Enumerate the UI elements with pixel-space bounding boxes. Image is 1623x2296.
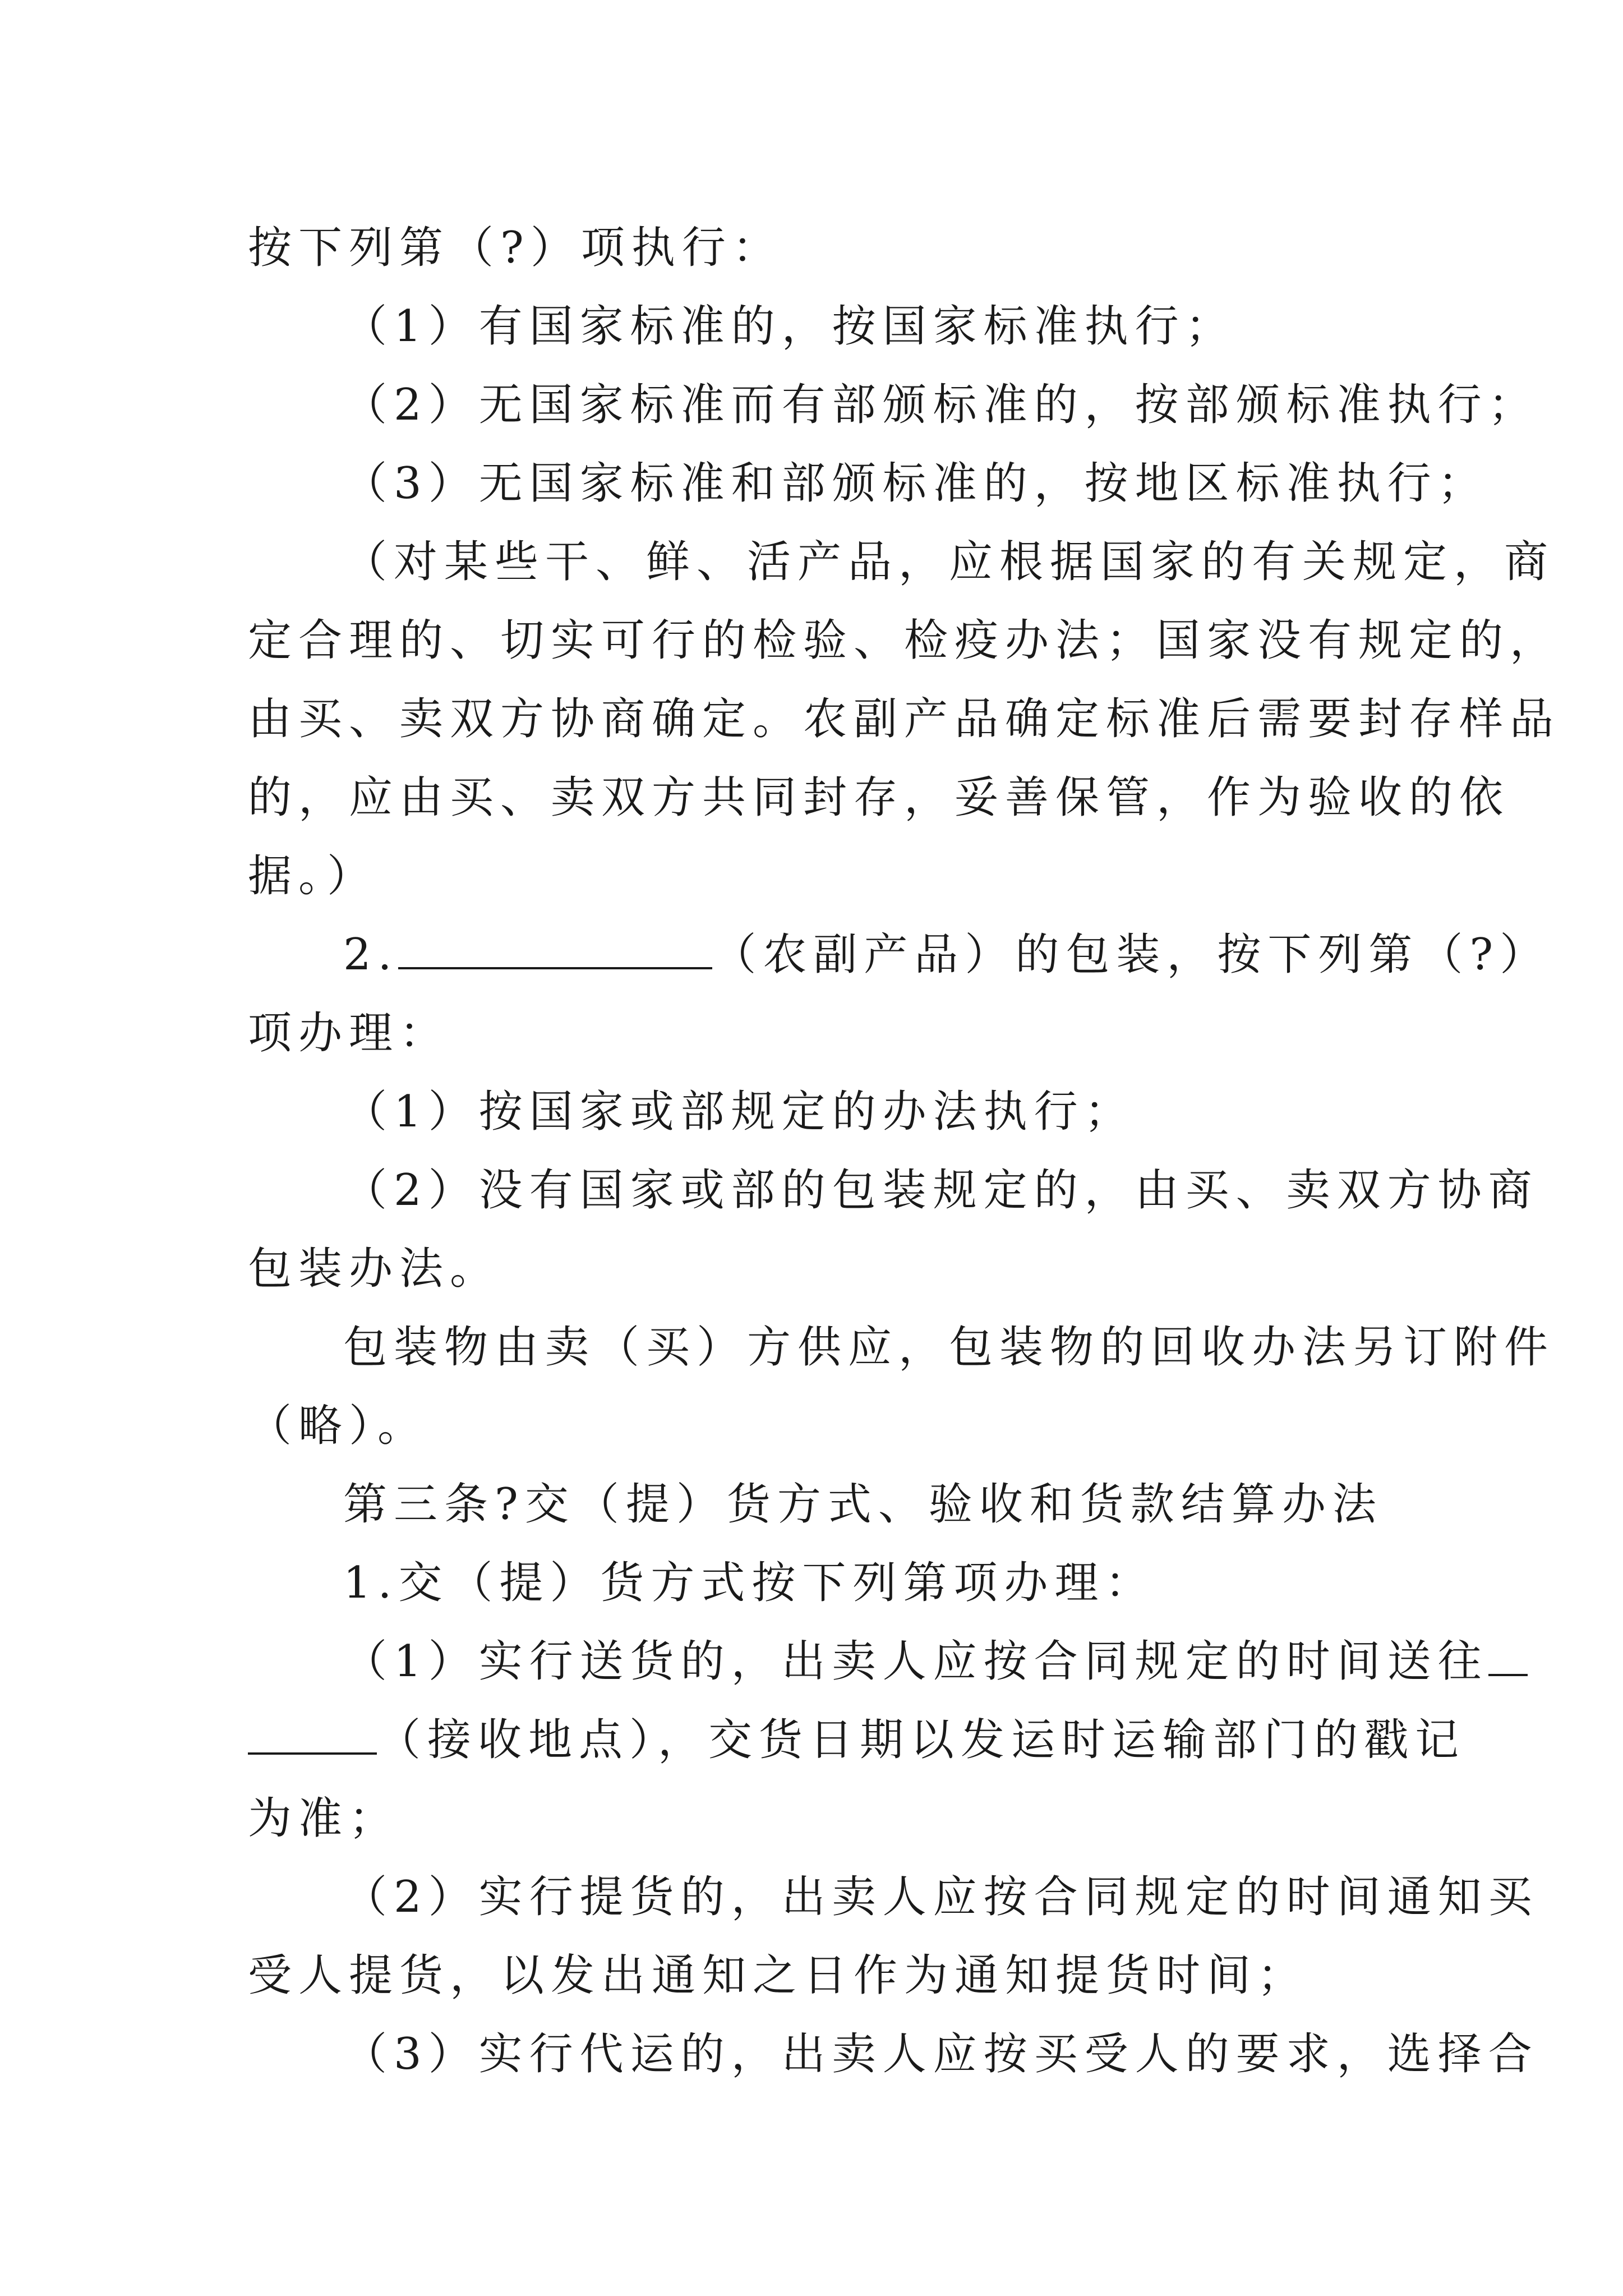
text-line: 定合理的、切实可行的检验、检疫办法；国家没有规定的， bbox=[248, 615, 1561, 666]
text-line: 1.交（提）货方式按下列第项办理： bbox=[343, 1558, 1156, 1608]
item-number: 2. bbox=[343, 930, 399, 980]
text-line: （2）没有国家或部的包装规定的，由买、卖双方协商 bbox=[343, 1165, 1539, 1216]
section-heading: 第三条?交（提）货方式、验收和货款结算办法 bbox=[343, 1479, 1383, 1530]
line-suffix: （农副产品）的包装，按下列第（?） bbox=[712, 930, 1551, 980]
fill-in-blank bbox=[248, 1719, 377, 1755]
text-line: 受人提货，以发出通知之日作为通知提货时间； bbox=[248, 1950, 1308, 2001]
text-line: （3）实行代运的，出卖人应按买受人的要求，选择合 bbox=[343, 2029, 1539, 2079]
text-line: （略）。 bbox=[248, 1401, 428, 1451]
text-line: 据。） bbox=[248, 851, 378, 901]
text-line: 的，应由买、卖双方共同封存，妥善保管，作为验收的依 bbox=[248, 772, 1510, 823]
line-text: （1）实行送货的，出卖人应按合同规定的时间送往 bbox=[343, 1636, 1488, 1687]
text-line: 包装办法。 bbox=[248, 1244, 501, 1294]
text-line: （1）有国家标准的，按国家标准执行； bbox=[343, 301, 1236, 352]
text-line: （1）按国家或部规定的办法执行； bbox=[343, 1087, 1135, 1137]
text-line: （对某些干、鲜、活产品，应根据国家的有关规定，商 bbox=[343, 537, 1555, 587]
text-line: 项办理： bbox=[248, 1008, 450, 1059]
text-line: （2）实行提货的，出卖人应按合同规定的时间通知买 bbox=[343, 1872, 1539, 1922]
fill-in-blank bbox=[398, 933, 712, 969]
text-line: （2）无国家标准而有部颁标准的，按部颁标准执行； bbox=[343, 380, 1539, 430]
line-text: （接收地点），交货日期以发运时运输部门的戳记 bbox=[377, 1715, 1466, 1765]
text-line: 为准； bbox=[248, 1793, 400, 1844]
text-line bbox=[248, 915, 1551, 994]
text-line: 按下列第（?）项执行： bbox=[248, 223, 783, 273]
document-body bbox=[248, 209, 1561, 2093]
text-line bbox=[248, 1622, 1488, 1701]
fill-in-blank bbox=[1488, 1640, 1528, 1676]
text-line bbox=[248, 1701, 1466, 1779]
text-line: （3）无国家标准和部颁标准的，按地区标准执行； bbox=[343, 458, 1488, 509]
text-line: 包装物由卖（买）方供应，包装物的回收办法另订附件 bbox=[343, 1322, 1555, 1373]
text-line: 由买、卖双方协商确定。农副产品确定标准后需要封存样品 bbox=[248, 694, 1561, 744]
